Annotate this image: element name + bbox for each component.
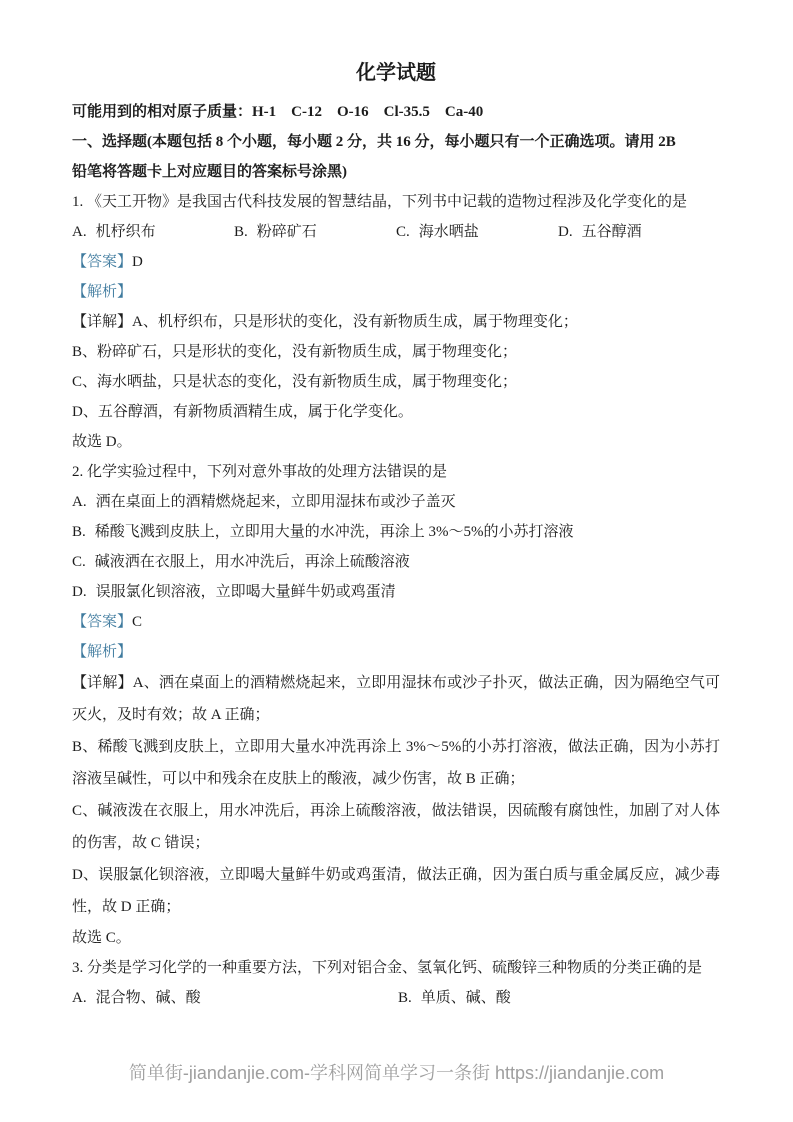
q1-detail-label: 【详解】 — [72, 314, 133, 330]
q1-detail-c: C、海水晒盐，只是状态的变化，没有新物质生成，属于物理变化； — [72, 374, 518, 390]
page-title: 化学试题 — [356, 62, 436, 84]
question-3-options — [72, 983, 720, 1013]
q2-detail-b: B、稀酸飞溅到皮肤上，立即用大量水冲洗再涂上 3%～5%的小苏打溶液，做法正确，因为小苏打溶液呈碱性，可以中和残余在皮肤上的酸液，减少伤害，故 B 正确； — [72, 739, 720, 787]
q1-analysis-line — [72, 277, 720, 307]
q3-option-a-text: 混合物、碱、酸 — [95, 990, 201, 1006]
q2-analysis-line — [72, 637, 720, 667]
q1-option-b-key: B. — [234, 224, 248, 240]
q2-detail-a — [72, 667, 720, 731]
q1-detail-b: B、粉碎矿石，只是形状的变化，没有新物质生成，属于物理变化； — [72, 344, 518, 360]
q2-option-a-text: 洒在桌面上的酒精燃烧起来，立即用湿抹布或沙子盖灭 — [95, 494, 456, 510]
q1-option-a — [72, 217, 234, 247]
q1-option-b-text: 粉碎矿石 — [256, 224, 317, 240]
exam-page — [72, 0, 720, 1013]
q3-option-b-text: 单质、碱、酸 — [420, 990, 511, 1006]
q2-answer-label: 【答案】 — [72, 614, 133, 630]
section-intro-line-1: 一、选择题(本题包括 8 个小题，每小题 2 分，共 16 分，每小题只有一个正确选项。请用 2B — [72, 134, 676, 150]
section-intro-line-2: 铅笔将答题卡上对应题目的答案标号涂黑) — [72, 164, 347, 180]
q2-detail-d: D、误服氯化钡溶液，立即喝大量鲜牛奶或鸡蛋清，做法正确，因为蛋白质与重金属反应，减少毒性，故 D 正确； — [72, 867, 720, 915]
watermark-footer: 简单街-jiandanjie.com-学科网简单学习一条街 https://jiandanjie.com — [128, 1063, 665, 1083]
q2-option-d-text: 误服氯化钡溶液，立即喝大量鲜牛奶或鸡蛋清 — [95, 584, 396, 600]
q1-option-c-text: 海水晒盐 — [418, 224, 479, 240]
q2-option-d — [72, 577, 720, 607]
question-1-options — [72, 217, 720, 247]
q2-detail-c: C、碱液泼在衣服上，用水冲洗后，再涂上硫酸溶液，做法错误，因硫酸有腐蚀性，加剧了对人体的伤害，故 C 错误； — [72, 803, 720, 851]
q2-detail-a-text: A、洒在桌面上的酒精燃烧起来，立即用湿抹布或沙子扑灭，做法正确，因为隔绝空气可灭火，及时有效；故 A 正确； — [72, 675, 720, 723]
q1-option-c-key: C. — [396, 224, 410, 240]
question-2-stem: 2. 化学实验过程中，下列对意外事故的处理方法错误的是 — [72, 464, 448, 480]
q1-conclusion: 故选 D。 — [72, 434, 132, 450]
q2-option-b-text: 稀酸飞溅到皮肤上，立即用大量的水冲洗，再涂上 3%～5%的小苏打溶液 — [94, 524, 574, 540]
q1-option-d — [558, 217, 720, 247]
q2-option-b-key: B. — [72, 524, 86, 540]
q1-detail-a — [72, 307, 720, 337]
q2-option-c — [72, 547, 720, 577]
question-3-stem: 3. 分类是学习化学的一种重要方法，下列对铝合金、氢氧化钙、硫酸锌三种物质的分类正确的是 — [72, 960, 703, 976]
q2-answer-value: C — [132, 614, 143, 630]
question-1-stem: 1. 《天工开物》是我国古代科技发展的智慧结晶，下列书中记载的造物过程涉及化学变化的是 — [72, 194, 688, 210]
q2-option-d-key: D. — [72, 584, 87, 600]
q2-option-a-key: A. — [72, 494, 87, 510]
q1-option-a-text: 机杼织布 — [95, 224, 156, 240]
q1-answer-line — [72, 247, 720, 277]
q2-option-b — [72, 517, 720, 547]
q2-option-a — [72, 487, 720, 517]
q2-conclusion: 故选 C。 — [72, 930, 131, 946]
q2-detail-label: 【详解】 — [72, 675, 133, 691]
q3-option-b — [398, 983, 724, 1013]
q2-answer-line — [72, 607, 720, 637]
atomic-masses-line: 可能用到的相对原子质量：H-1 C-12 O-16 Cl-35.5 Ca-40 — [72, 104, 484, 120]
q3-option-b-key: B. — [397, 990, 412, 1006]
q1-option-d-key: D. — [558, 224, 573, 240]
q1-detail-a-text: A、机杼织布，只是形状的变化，没有新物质生成，属于物理变化； — [132, 314, 578, 330]
q1-option-d-text: 五谷醇酒 — [581, 224, 642, 240]
q2-option-c-text: 碱液洒在衣服上，用水冲洗后，再涂上硫酸溶液 — [94, 554, 410, 570]
q1-option-b — [234, 217, 396, 247]
q1-option-a-key: A. — [72, 224, 87, 240]
q1-detail-d: D、五谷醇酒，有新物质酒精生成，属于化学变化。 — [72, 404, 413, 420]
q1-analysis-label: 【解析】 — [72, 284, 133, 300]
q3-option-a — [72, 983, 398, 1013]
q1-option-c — [396, 217, 558, 247]
q3-option-a-key: A. — [72, 990, 87, 1006]
q2-analysis-label: 【解析】 — [72, 644, 133, 660]
q2-option-c-key: C. — [72, 554, 86, 570]
q1-answer-label: 【答案】 — [72, 254, 133, 270]
q1-answer-value: D — [132, 254, 143, 270]
